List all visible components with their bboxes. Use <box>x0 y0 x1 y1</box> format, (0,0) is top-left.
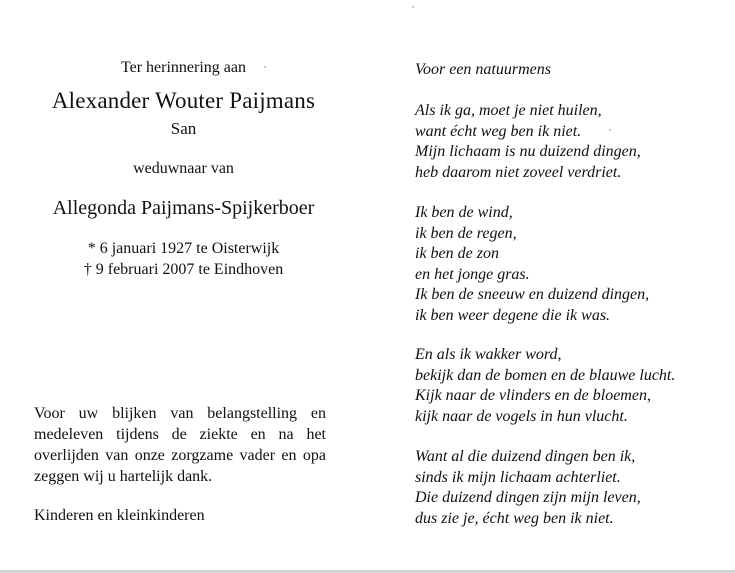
spouse-name: Allegonda Paijmans-Spijkerboer <box>52 197 315 219</box>
poem-line: Kijk naar de vlinders en de bloemen, <box>415 387 651 404</box>
poem-line: Ik ben de wind, <box>415 204 513 221</box>
poem-line: kijk naar de vogels in hun vlucht. <box>415 407 628 425</box>
poem-line: Ik ben de sneeuw en duizend dingen, <box>415 286 650 303</box>
intro-text: Ter herinnering aan <box>120 59 247 76</box>
memorial-left-panel <box>0 0 367 573</box>
thanks-line: zeggen wij u hartelijk dank. <box>34 468 213 485</box>
relation-text: weduwnaar van <box>133 160 234 177</box>
signoff: Kinderen en kleinkinderen <box>34 507 205 524</box>
speck <box>609 129 611 131</box>
deceased-name: Alexander Wouter Paijmans <box>51 88 316 113</box>
nickname: San <box>170 119 197 138</box>
poem-line: En als ik wakker word, <box>415 346 562 363</box>
poem-stanza <box>415 101 641 183</box>
poem-line: en het jonge gras. <box>415 265 530 283</box>
poem-line: Mijn lichaam is nu duizend dingen, <box>415 143 641 160</box>
speck <box>264 66 266 68</box>
thanks-line: overlijden van onze zorgzame vader en opa <box>34 447 326 464</box>
poem-line: Als ik ga, moet je niet huilen, <box>415 102 602 119</box>
poem-line: ik ben weer degene die ik was. <box>415 306 611 324</box>
poem-stanza <box>415 447 641 529</box>
poem-stanza <box>415 345 675 427</box>
poem-title: Voor een natuurmens <box>415 61 551 78</box>
poem-line: Want al die duizend dingen ben ik, <box>415 448 636 465</box>
poem-stanza <box>415 203 649 326</box>
poem-line: sinds ik mijn lichaam achterliet. <box>415 468 621 486</box>
poem-panel <box>367 0 735 573</box>
thanks-line: medeleven tijdens de ziekte en na het <box>34 426 326 443</box>
birth-line: * 6 januari 1927 te Oisterwijk <box>87 240 280 257</box>
poem-line: dus zie je, écht weg ben ik niet. <box>415 509 614 527</box>
poem-line: ik ben de zon <box>415 245 499 262</box>
thanks-line: Voor uw blijken van belangstelling en <box>34 405 326 422</box>
thanks-paragraph <box>34 403 326 487</box>
poem-line: want écht weg ben ik niet. <box>415 122 582 140</box>
poem-line: ik ben de regen, <box>415 224 517 242</box>
speck <box>412 6 414 8</box>
death-line: † 9 februari 2007 te Eindhoven <box>83 261 284 278</box>
poem-line: Die duizend dingen zijn mijn leven, <box>415 489 641 506</box>
poem-line: heb daarom niet zoveel verdriet. <box>415 163 622 181</box>
poem-line: bekijk dan de bomen en de blauwe lucht. <box>415 366 676 384</box>
